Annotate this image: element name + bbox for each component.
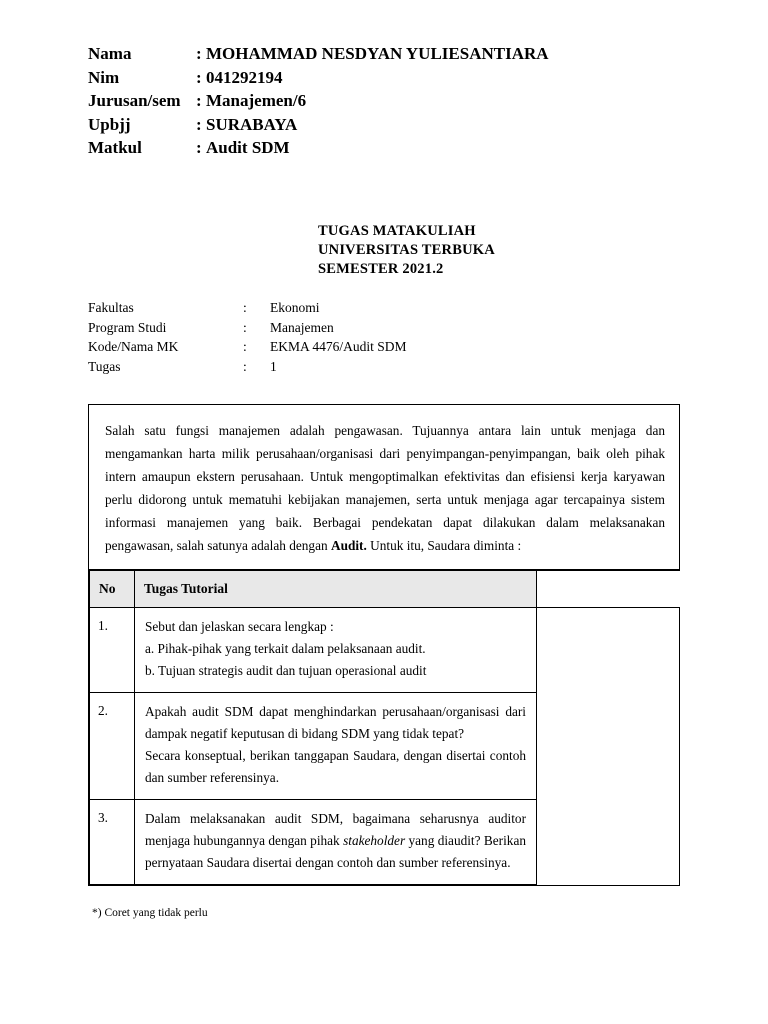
- meta-row-program-studi: [88, 318, 648, 338]
- column-header-blank: [537, 571, 680, 608]
- meta-colon-tugas: :: [243, 358, 247, 374]
- meta-row-kode-nama-mk: [88, 337, 648, 357]
- row-task-2: [135, 693, 537, 800]
- title-line-2: UNIVERSITAS TERBUKA: [318, 242, 495, 258]
- meta-label-kode-nama-mk: Kode/Nama MK: [88, 339, 179, 354]
- intro-paragraph: [89, 405, 679, 570]
- meta-label-program-studi: Program Studi: [88, 319, 167, 335]
- meta-label-tugas: Tugas: [88, 358, 121, 374]
- task-1-line-2: a. Pihak-pihak yang terkait dalam pelaksanaan audit.: [145, 641, 426, 656]
- identity-row-nim: [88, 66, 688, 90]
- meta-colon-fakultas: :: [243, 300, 247, 315]
- identity-row-jurusan: [88, 89, 688, 113]
- row-task-3: [135, 800, 537, 885]
- meta-value-kode-nama-mk: EKMA 4476/Audit SDM: [270, 339, 407, 354]
- identity-colon-jurusan: :: [196, 91, 202, 110]
- row-task-1: [135, 608, 537, 693]
- meta-value-program-studi: Manajemen: [270, 319, 334, 335]
- assignment-frame: [88, 404, 680, 886]
- task-3-text-part1: Dalam melaksanakan audit SDM, bagaimana seharusnya auditor menjaga hubungannya dengan pihak: [145, 811, 526, 848]
- identity-row-nama: [88, 42, 688, 66]
- row-number-2: 2.: [90, 693, 135, 800]
- identity-value-jurusan: Manajemen/6: [206, 91, 307, 110]
- task-1-line-3: b. Tujuan strategis audit dan tujuan operasional audit: [145, 663, 427, 678]
- meta-value-fakultas: Ekonomi: [270, 300, 320, 315]
- row-number-1: 1.: [90, 608, 135, 693]
- identity-value-upbjj: SURABAYA: [206, 114, 298, 134]
- task-2-line-2: Secara konseptual, berikan tanggapan Saudara, dengan disertai contoh dan sumber referensinya.: [145, 748, 526, 785]
- identity-value-matkul: Audit SDM: [206, 138, 290, 157]
- title-line-3: SEMESTER 2021.2: [318, 261, 444, 277]
- meta-row-tugas: [88, 357, 648, 377]
- intro-text-part1: Salah satu fungsi manajemen adalah pengawasan. Tujuannya antara lain untuk menjaga dan mengamankan harta milik perusahaan/organisasi dari penyimpangan-penyimpangan, baik oleh pihak intern amaupun ekstern perusahaan. Untuk mengoptimalkan efektivitas dan efisiensi kerja karyawan perlu didorong untuk mematuhi kebijakan manajemen, serta untuk menjaga agar tercapainya sistem informasi manajemen yang baik. Berbagai pendekatan dapat dilakukan dalam melaksanakan pengawasan, salah satunya adalah dengan: [105, 423, 665, 553]
- table-row: [90, 800, 680, 885]
- intro-text-bold: Audit.: [330, 538, 367, 553]
- row-number-3: 3.: [90, 800, 135, 885]
- meta-colon-program-studi: :: [243, 319, 247, 335]
- identity-row-matkul: [88, 136, 688, 160]
- identity-row-upbjj: [88, 113, 688, 137]
- task-3-text-stakeholder: stakeholder: [343, 833, 406, 848]
- meta-row-fakultas: [88, 298, 648, 318]
- identity-colon-nim: :: [196, 67, 202, 87]
- row-blank-2: [537, 693, 680, 800]
- meta-value-tugas: 1: [270, 358, 277, 374]
- identity-colon-upbjj: :: [196, 114, 202, 134]
- course-meta-block: [88, 298, 648, 376]
- title-line-1: TUGAS MATAKULIAH: [318, 223, 476, 239]
- identity-label-upbjj: Upbjj: [88, 114, 131, 134]
- tugas-tutorial-table: [89, 570, 680, 885]
- identity-colon-matkul: :: [196, 138, 202, 157]
- identity-label-jurusan: Jurusan/sem: [88, 91, 181, 110]
- identity-label-matkul: Matkul: [88, 138, 142, 157]
- row-blank-1: [537, 608, 680, 693]
- meta-label-fakultas: Fakultas: [88, 300, 134, 315]
- identity-value-nama: MOHAMMAD NESDYAN YULIESANTIARA: [206, 44, 549, 63]
- identity-colon-nama: :: [196, 44, 202, 63]
- identity-label-nama: Nama: [88, 44, 132, 63]
- table-header-row: [90, 571, 680, 608]
- page-title: [318, 222, 495, 279]
- task-3-text-part2: yang diaudit? Berikan pernyataan Saudara disertai dengan contoh dan sumber referensinya.: [145, 833, 526, 870]
- table-row: [90, 608, 680, 693]
- column-header-no: No: [90, 571, 135, 608]
- intro-text-part2: Untuk itu, Saudara diminta :: [366, 538, 522, 553]
- meta-colon-kode-nama-mk: :: [243, 339, 247, 354]
- identity-block: [88, 42, 688, 160]
- row-blank-3: [537, 800, 680, 885]
- task-2-line-1: Apakah audit SDM dapat menghindarkan perusahaan/organisasi dari dampak negatif keputusan di bidang SDM yang tidak tepat?: [145, 704, 526, 741]
- identity-label-nim: Nim: [88, 67, 120, 87]
- identity-value-nim: 041292194: [206, 67, 283, 87]
- table-row: [90, 693, 680, 800]
- column-header-tugas-tutorial: Tugas Tutorial: [135, 571, 537, 608]
- footnote: *) Coret yang tidak perlu: [92, 907, 208, 919]
- task-1-line-1: Sebut dan jelaskan secara lengkap :: [145, 619, 334, 634]
